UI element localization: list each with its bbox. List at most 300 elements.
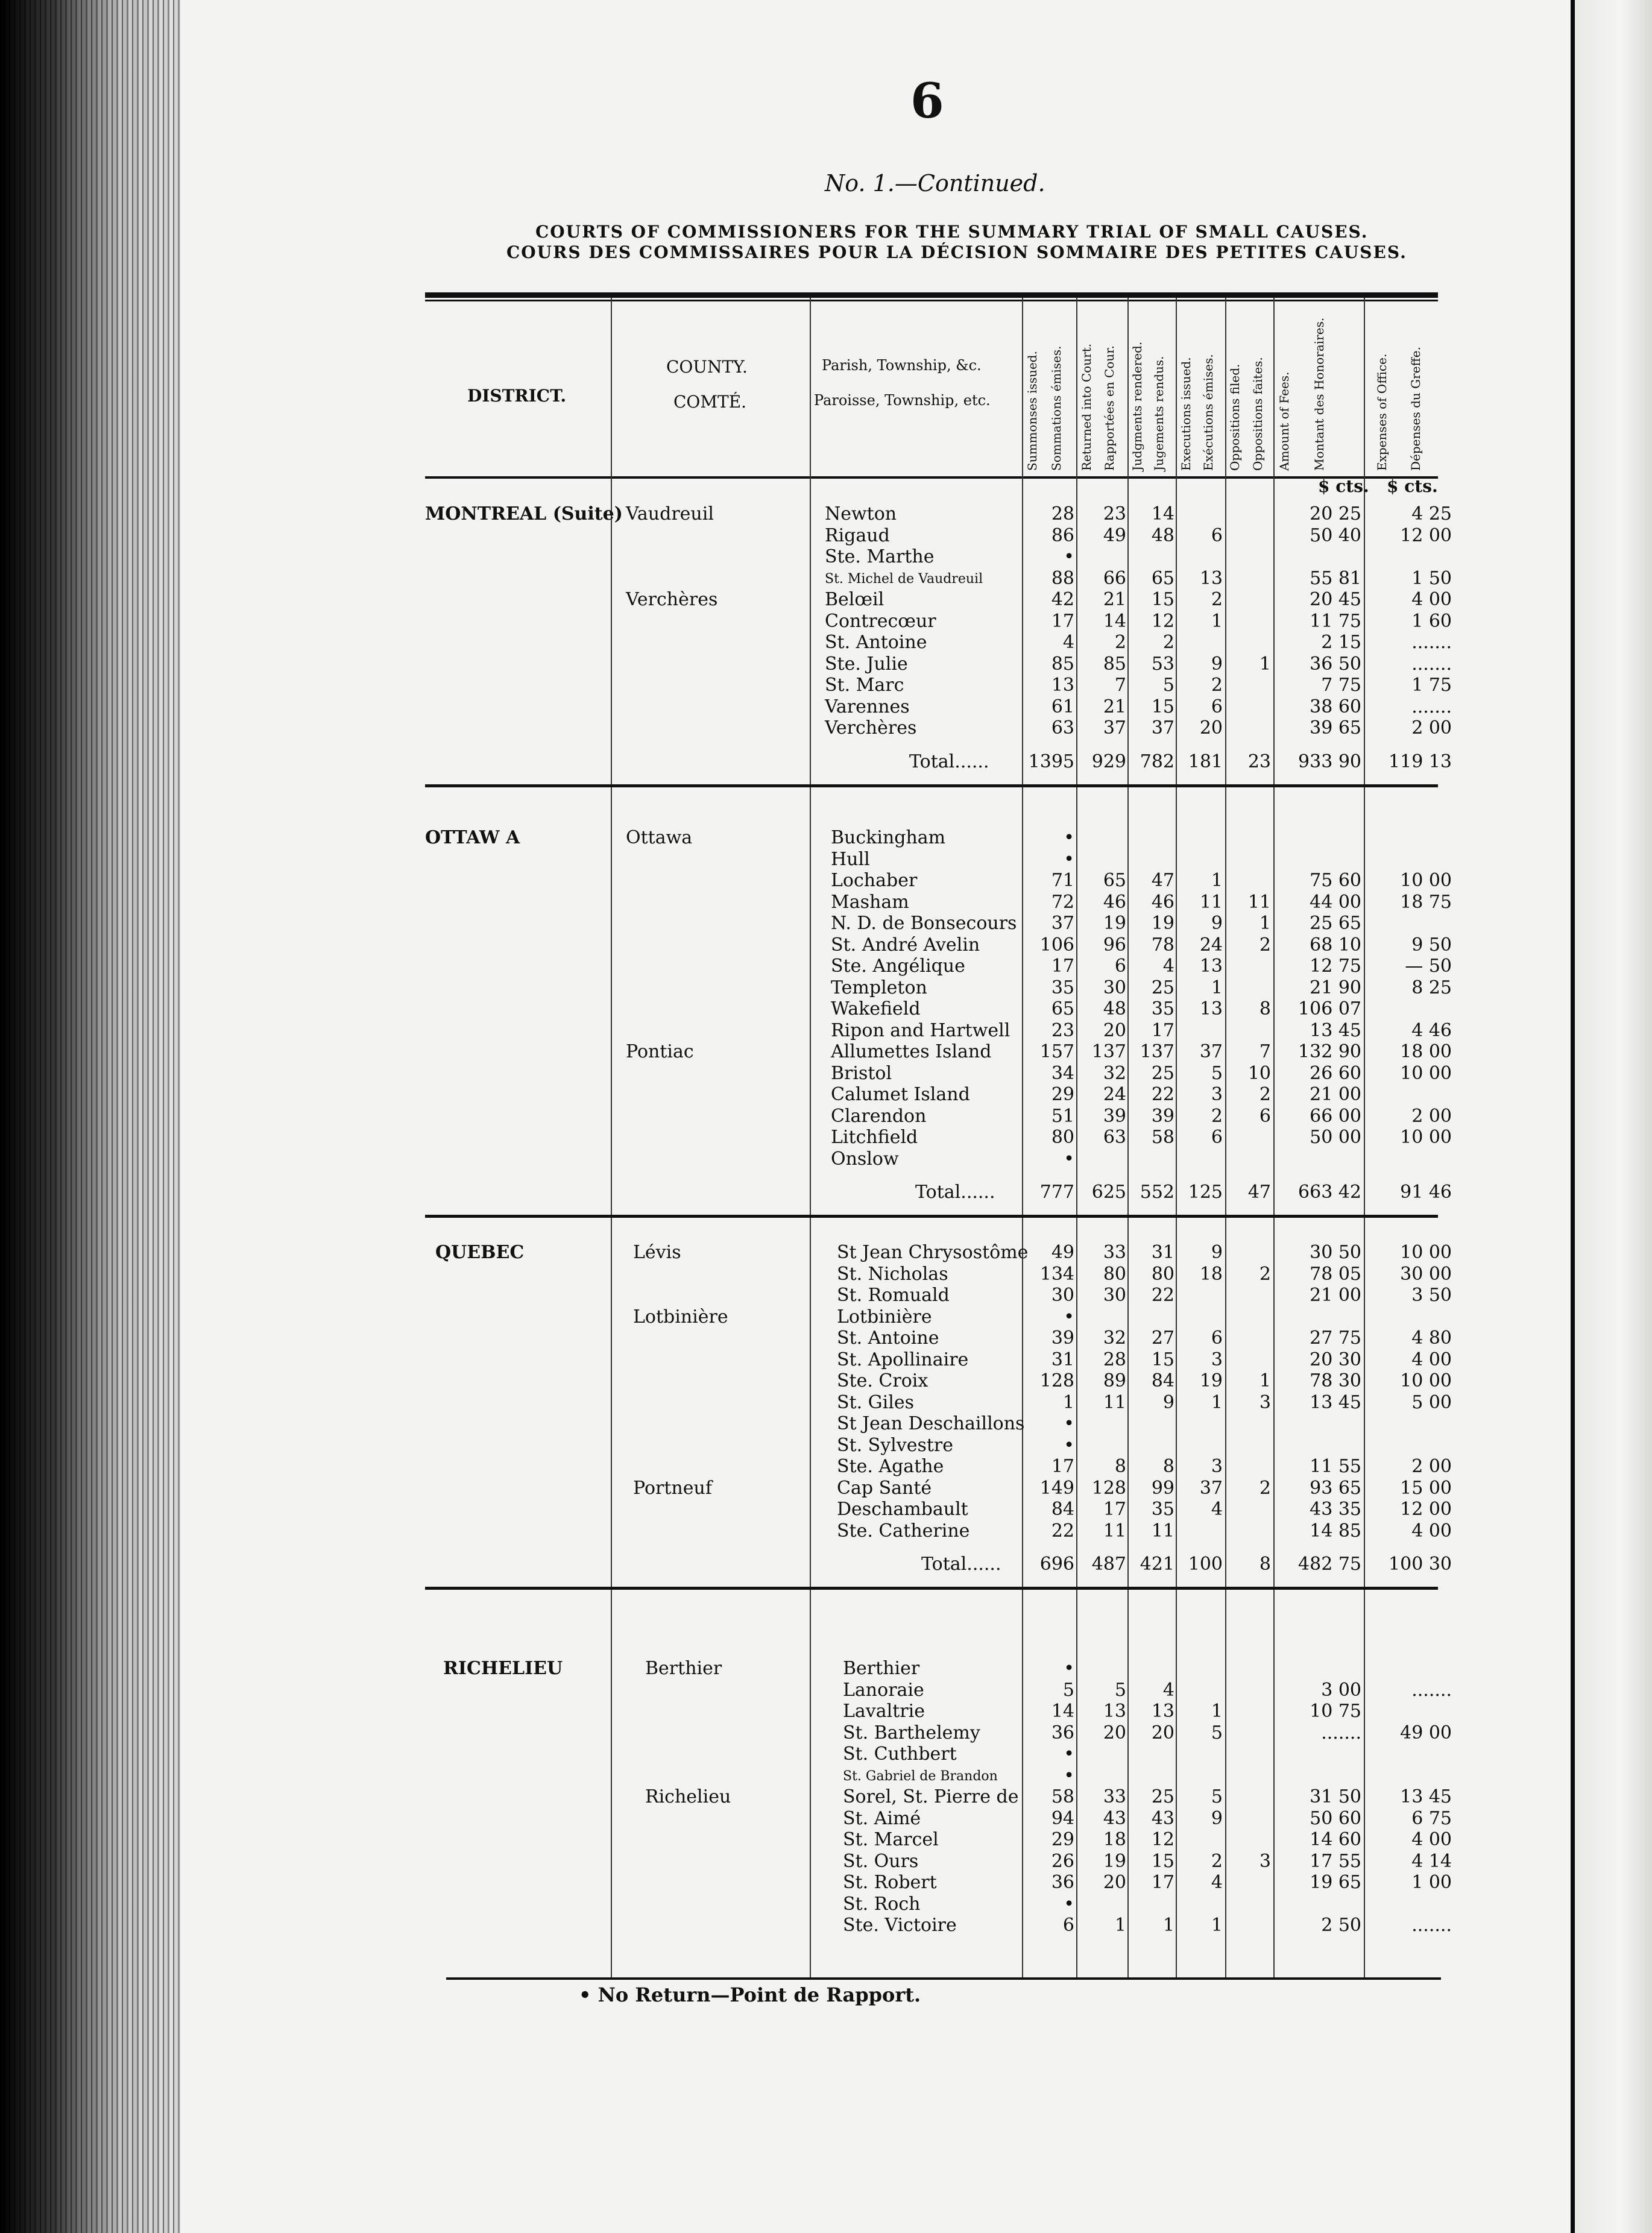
parish-name: Wakefield [831,998,921,1019]
parish-name: Varennes [825,696,910,717]
gutter-shadow [0,0,181,2233]
parish-name: Verchères [825,717,917,739]
col-divider [1225,298,1226,1980]
cell-r: 1 [1114,1915,1126,1936]
cell-j: 48 [1151,524,1174,546]
cell-fees: 20 30 [1310,1349,1361,1370]
cell-fees: 2 15 [1321,632,1361,653]
facing-page-edge [1575,0,1652,2233]
county-name: Portneuf [633,1477,712,1499]
cell-exp: 6 75 [1411,1807,1452,1829]
total-e: 181 [1188,751,1223,772]
cell-r: 11 [1103,1391,1126,1413]
parish-name: Lavaltrie [843,1701,925,1722]
parish-name: St. Aimé [843,1807,921,1829]
cell-o: 8 [1259,998,1271,1019]
cell-j: 37 [1151,717,1174,739]
total-j: 421 [1140,1554,1174,1575]
cell-fees: 19 65 [1310,1872,1361,1893]
cell-exp: 10 00 [1400,1370,1452,1391]
col-summonses-fr: Sommations émises. [1049,345,1064,471]
cell-s: 128 [1039,1370,1074,1391]
parish-name: Ste. Marthe [825,546,935,567]
cell-exp: 4 46 [1411,1019,1452,1041]
cell-o: 1 [1259,1370,1271,1391]
cell-s: • [1064,546,1074,567]
col-parish-en: Parish, Township, &c. [822,357,982,374]
cell-j: 35 [1151,1499,1174,1520]
total-fees: 933 90 [1298,751,1361,772]
cell-exp: 18 00 [1400,1041,1452,1062]
county-name: Lévis [633,1242,681,1263]
cell-fees: 2 50 [1321,1915,1361,1936]
cell-e: 3 [1211,1456,1223,1477]
cell-j: 46 [1151,891,1174,913]
cell-r: 20 [1103,1019,1126,1041]
parish-name: St. André Avelin [831,934,980,956]
cell-j: 15 [1151,589,1174,610]
col-fees-fr: Montant des Honoraires. [1312,317,1326,471]
total-label: Total...... [909,751,989,772]
cell-e: 2 [1211,675,1223,696]
parish-name: Belœil [825,589,884,610]
cell-r: 24 [1103,1084,1126,1105]
cell-r: 43 [1103,1807,1126,1829]
cell-o: 7 [1259,1041,1271,1062]
cell-j: 78 [1151,934,1174,956]
cell-fees: 78 30 [1310,1370,1361,1391]
parish-name: Lochaber [831,870,918,891]
cell-j: 53 [1151,653,1174,675]
cell-fees: 132 90 [1298,1041,1361,1062]
total-r: 625 [1091,1182,1126,1203]
cell-exp: 1 60 [1411,610,1452,632]
section-rule [425,1587,1438,1590]
parish-name: St. Giles [837,1391,914,1413]
cell-e: 20 [1199,717,1223,739]
total-fees: 663 42 [1298,1182,1361,1203]
parish-name: Litchfield [831,1127,918,1148]
cell-e: 11 [1199,891,1223,913]
cell-fees: 43 35 [1310,1499,1361,1520]
cell-s: 39 [1051,1328,1074,1349]
cell-r: 80 [1103,1263,1126,1285]
parish-name: Cap Santé [837,1477,932,1499]
parish-name: Ste. Croix [837,1370,928,1391]
parish-name: Hull [831,848,870,870]
cell-exp: 12 00 [1400,1499,1452,1520]
cell-s: 157 [1039,1041,1074,1062]
cell-r: 20 [1103,1722,1126,1743]
cell-j: 2 [1162,632,1174,653]
cell-exp: ....... [1411,1915,1452,1936]
cell-r: 39 [1103,1105,1126,1127]
col-expenses-fr: Dépenses du Greffe. [1408,347,1423,471]
cell-s: 35 [1051,977,1074,998]
col-returned-fr: Rapportées en Cour. [1102,345,1117,471]
cell-e: 1 [1211,1391,1223,1413]
cell-j: 27 [1151,1328,1174,1349]
cell-fees: 21 00 [1310,1285,1361,1306]
cell-fees: 75 60 [1310,870,1361,891]
cell-o: 2 [1259,934,1271,956]
total-e: 100 [1188,1554,1223,1575]
cell-s: 37 [1051,913,1074,934]
parish-name: Newton [825,503,897,524]
cell-exp: 9 50 [1411,934,1452,956]
cell-r: 8 [1114,1456,1126,1477]
district-name: OTTAW A [425,827,520,848]
total-o: 23 [1247,751,1271,772]
cell-exp: ....... [1411,632,1452,653]
cell-exp: 49 00 [1400,1722,1452,1743]
cell-r: 18 [1103,1829,1126,1850]
county-name: Berthier [645,1658,722,1679]
cell-j: 15 [1151,1349,1174,1370]
col-divider [810,298,811,1980]
cell-exp: — 50 [1405,956,1452,977]
cell-e: 1 [1211,870,1223,891]
cell-exp: 4 00 [1411,1829,1452,1850]
cell-r: 23 [1103,503,1126,524]
cell-r: 66 [1103,567,1126,589]
cell-exp: 2 00 [1411,1456,1452,1477]
county-name: Pontiac [626,1041,694,1062]
col-judgments-fr: Jugements rendus. [1152,356,1166,471]
cell-exp: 4 80 [1411,1328,1452,1349]
cell-s: 65 [1051,998,1074,1019]
cell-j: 4 [1162,1679,1174,1701]
cell-r: 28 [1103,1349,1126,1370]
total-s: 777 [1039,1182,1074,1203]
cell-e: 37 [1199,1477,1223,1499]
cell-s: 134 [1039,1263,1074,1285]
cell-fees: 106 07 [1298,998,1361,1019]
parish-name: Bristol [831,1062,892,1084]
cell-exp: 15 00 [1400,1477,1452,1499]
cell-exp: 4 14 [1411,1850,1452,1872]
cell-fees: 26 60 [1310,1062,1361,1084]
total-label: Total...... [915,1182,995,1203]
cell-fees: 27 75 [1310,1328,1361,1349]
cell-s: 14 [1051,1701,1074,1722]
cell-j: 39 [1151,1105,1174,1127]
parish-name: St. Marcel [843,1829,939,1850]
col-county-en: COUNTY. [666,357,748,377]
district-name: QUEBEC [435,1242,525,1263]
cell-o: 1 [1259,913,1271,934]
cell-s: 58 [1051,1786,1074,1807]
cell-s: 36 [1051,1872,1074,1893]
parish-name: St. Apollinaire [837,1349,969,1370]
parish-name: St. Nicholas [837,1263,948,1285]
cell-j: 80 [1151,1263,1174,1285]
cell-e: 1 [1211,1915,1223,1936]
cell-s: 17 [1051,1456,1074,1477]
total-s: 1395 [1028,751,1074,772]
cell-j: 65 [1151,567,1174,589]
cell-s: 106 [1039,934,1074,956]
cell-e: 6 [1211,1328,1223,1349]
parish-name: Ripon and Hartwell [831,1019,1010,1041]
cell-exp: 1 75 [1411,675,1452,696]
cell-fees: 66 00 [1310,1105,1361,1127]
cell-o: 1 [1259,653,1271,675]
cell-fees: 20 25 [1310,503,1361,524]
cell-e: 5 [1211,1722,1223,1743]
cell-exp: 1 00 [1411,1872,1452,1893]
cell-j: 12 [1151,610,1174,632]
cell-exp: 12 00 [1400,524,1452,546]
total-exp: 91 46 [1400,1182,1452,1203]
cell-r: 49 [1103,524,1126,546]
parish-name: Clarendon [831,1105,927,1127]
cell-r: 46 [1103,891,1126,913]
cell-r: 21 [1103,696,1126,717]
cell-j: 25 [1151,1062,1174,1084]
cell-r: 48 [1103,998,1126,1019]
cell-s: 42 [1051,589,1074,610]
cell-j: 15 [1151,696,1174,717]
cell-j: 25 [1151,977,1174,998]
col-expenses-en: Expenses of Office. [1375,353,1389,471]
cell-j: 12 [1151,1829,1174,1850]
cell-r: 137 [1091,1041,1126,1062]
table-subtitle: No. 1.—Continued. [825,170,1045,197]
parish-name: St. Ours [843,1850,919,1872]
cell-e: 1 [1211,610,1223,632]
cell-s: • [1064,1893,1074,1915]
cell-fees: 11 75 [1310,610,1361,632]
total-e: 125 [1188,1182,1223,1203]
cell-r: 65 [1103,870,1126,891]
parish-name: St. Michel de Vaudreuil [825,571,983,587]
cell-fees: 25 65 [1310,913,1361,934]
cell-e: 4 [1211,1499,1223,1520]
cell-s: 88 [1051,567,1074,589]
cell-r: 63 [1103,1127,1126,1148]
cell-fees: 14 60 [1310,1829,1361,1850]
cell-e: 9 [1211,653,1223,675]
cell-s: 1 [1062,1391,1074,1413]
cell-j: 15 [1151,1850,1174,1872]
cell-s: 94 [1051,1807,1074,1829]
cell-r: 30 [1103,977,1126,998]
cell-s: 28 [1051,503,1074,524]
section-rule [425,784,1438,787]
cell-exp: 18 75 [1400,891,1452,913]
cell-r: 6 [1114,956,1126,977]
cell-r: 13 [1103,1701,1126,1722]
expenses-units: $ cts. [1387,476,1438,496]
cell-j: 13 [1151,1701,1174,1722]
header-bottom-rule [425,476,1438,479]
cell-e: 5 [1211,1062,1223,1084]
cell-j: 8 [1162,1456,1174,1477]
cell-o: 2 [1259,1084,1271,1105]
cell-s: 6 [1062,1915,1074,1936]
cell-j: 137 [1140,1041,1174,1062]
parish-name: Onslow [831,1148,899,1170]
total-exp: 100 30 [1389,1554,1452,1575]
parish-name: St Jean Chrysostôme [837,1242,1029,1263]
cell-e: 24 [1199,934,1223,956]
cell-s: 22 [1051,1520,1074,1542]
cell-e: 1 [1211,1701,1223,1722]
cell-s: • [1064,1743,1074,1765]
cell-r: 21 [1103,589,1126,610]
cell-exp: 10 00 [1400,870,1452,891]
cell-s: 84 [1051,1499,1074,1520]
parish-name: Lanoraie [843,1679,924,1701]
cell-e: 37 [1199,1041,1223,1062]
cell-exp: 4 25 [1411,503,1452,524]
total-o: 47 [1247,1182,1271,1203]
cell-fees: 21 90 [1310,977,1361,998]
parish-name: Contrecœur [825,610,936,632]
cell-fees: 93 65 [1310,1477,1361,1499]
cell-s: 51 [1051,1105,1074,1127]
cell-s: 29 [1051,1084,1074,1105]
parish-name: Calumet Island [831,1084,970,1105]
cell-e: 1 [1211,977,1223,998]
total-exp: 119 13 [1389,751,1452,772]
cell-s: 13 [1051,675,1074,696]
cell-s: 17 [1051,610,1074,632]
col-returned-en: Returned into Court. [1079,343,1094,471]
heading-french: COURS DES COMMISSAIRES POUR LA DÉCISION SOMMAIRE DES PETITES CAUSES. [506,242,1407,262]
cell-j: 47 [1151,870,1174,891]
cell-s: • [1064,1434,1074,1456]
col-fees-en: Amount of Fees. [1277,371,1291,471]
parish-name: St. Romuald [837,1285,950,1306]
cell-fees: 55 81 [1310,567,1361,589]
col-parish-fr: Paroisse, Township, etc. [814,392,991,409]
cell-s: • [1064,1658,1074,1679]
cell-o: 3 [1259,1391,1271,1413]
cell-exp: 10 00 [1400,1127,1452,1148]
cell-e: 2 [1211,1105,1223,1127]
col-district: DISTRICT. [467,386,567,406]
cell-fees: 50 60 [1310,1807,1361,1829]
cell-fees: 50 00 [1310,1127,1361,1148]
cell-e: 9 [1211,1242,1223,1263]
total-o: 8 [1259,1554,1271,1575]
cell-r: 11 [1103,1520,1126,1542]
cell-e: 6 [1211,1127,1223,1148]
section-rule [425,1215,1438,1218]
fees-units: $ cts. [1318,476,1369,496]
cell-e: 13 [1199,998,1223,1019]
cell-e: 13 [1199,567,1223,589]
cell-j: 11 [1151,1520,1174,1542]
cell-exp: 4 00 [1411,1520,1452,1542]
col-judgments-en: Judgments rendered. [1130,341,1144,471]
cell-s: 63 [1051,717,1074,739]
parish-name: Ste. Angélique [831,956,965,977]
county-name: Lotbinière [633,1306,728,1328]
total-s: 696 [1039,1554,1074,1575]
parish-name: N. D. de Bonsecours [831,913,1017,934]
cell-exp: 8 25 [1411,977,1452,998]
col-county-fr: COMTÉ. [673,392,747,412]
parish-name: St. Cuthbert [843,1743,957,1765]
cell-j: 25 [1151,1786,1174,1807]
cell-r: 33 [1103,1786,1126,1807]
cell-fees: 30 50 [1310,1242,1361,1263]
parish-name: Allumettes Island [831,1041,992,1062]
total-r: 929 [1091,751,1126,772]
footnote: • No Return—Point de Rapport. [579,1983,921,2006]
cell-o: 6 [1259,1105,1271,1127]
county-name: Vaudreuil [626,503,714,524]
cell-j: 14 [1151,503,1174,524]
cell-exp: 10 00 [1400,1062,1452,1084]
parish-name: St. Roch [843,1893,921,1915]
cell-fees: 17 55 [1310,1850,1361,1872]
cell-s: 80 [1051,1127,1074,1148]
header-top-rule [425,292,1438,298]
cell-fees: ....... [1321,1722,1361,1743]
cell-s: 31 [1051,1349,1074,1370]
cell-fees: 50 40 [1310,524,1361,546]
cell-s: 49 [1051,1242,1074,1263]
cell-r: 14 [1103,610,1126,632]
total-j: 782 [1140,751,1174,772]
cell-exp: ....... [1411,1679,1452,1701]
cell-j: 17 [1151,1019,1174,1041]
cell-s: • [1064,1413,1074,1434]
cell-exp: 1 50 [1411,567,1452,589]
cell-e: 6 [1211,696,1223,717]
cell-fees: 11 55 [1310,1456,1361,1477]
cell-o: 11 [1247,891,1271,913]
cell-s: 72 [1051,891,1074,913]
cell-e: 13 [1199,956,1223,977]
district-name: RICHELIEU [443,1658,563,1679]
col-divider [611,298,612,1980]
cell-j: 35 [1151,998,1174,1019]
cell-r: 128 [1091,1477,1126,1499]
cell-e: 4 [1211,1872,1223,1893]
cell-j: 17 [1151,1872,1174,1893]
cell-r: 17 [1103,1499,1126,1520]
cell-s: 149 [1039,1477,1074,1499]
cell-s: 86 [1051,524,1074,546]
cell-fees: 13 45 [1310,1391,1361,1413]
cell-exp: 2 00 [1411,1105,1452,1127]
parish-name: Buckingham [831,827,946,848]
cell-r: 37 [1103,717,1126,739]
cell-j: 43 [1151,1807,1174,1829]
cell-j: 22 [1151,1285,1174,1306]
parish-name: Sorel, St. Pierre de [843,1786,1019,1807]
cell-e: 6 [1211,524,1223,546]
parish-name: Ste. Catherine [837,1520,970,1542]
county-name: Richelieu [645,1786,731,1807]
district-name: MONTREAL (Suite) [425,503,623,524]
cell-o: 10 [1247,1062,1271,1084]
cell-fees: 20 45 [1310,589,1361,610]
cell-s: 29 [1051,1829,1074,1850]
cell-e: 3 [1211,1349,1223,1370]
cell-s: 23 [1051,1019,1074,1041]
cell-j: 19 [1151,913,1174,934]
cell-e: 3 [1211,1084,1223,1105]
header-top-rule-thin [425,300,1438,301]
total-fees: 482 75 [1298,1554,1361,1575]
cell-exp: 5 00 [1411,1391,1452,1413]
